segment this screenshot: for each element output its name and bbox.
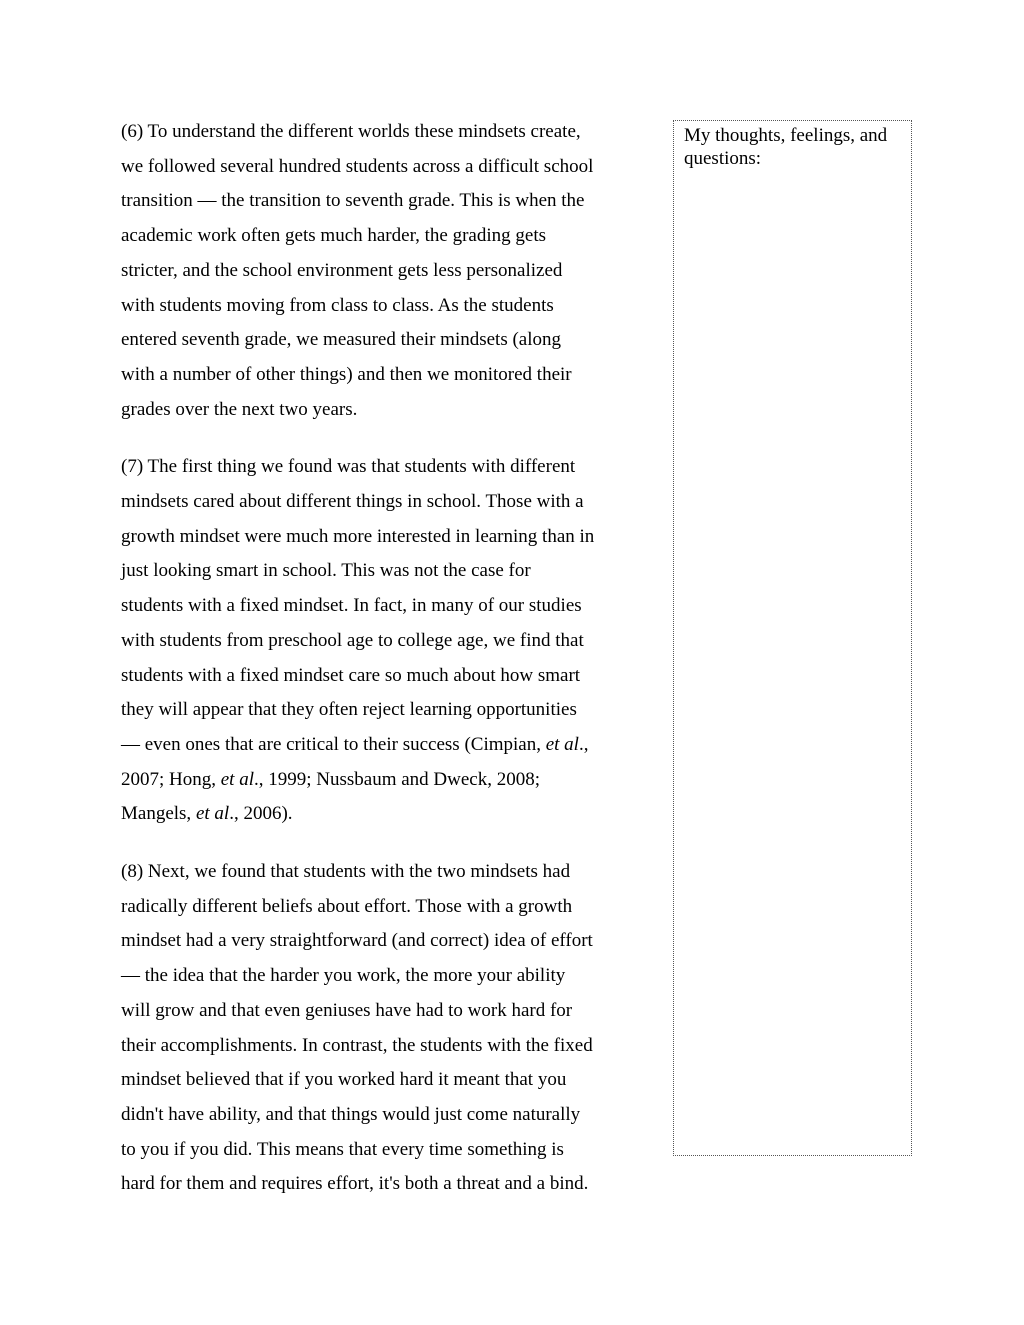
text-line bbox=[121, 485, 631, 520]
text-segment: transition — the transition to seventh grade. This is when the bbox=[121, 190, 585, 212]
text-line bbox=[121, 797, 631, 832]
text-line bbox=[121, 450, 631, 485]
italic-text: et al bbox=[220, 768, 254, 790]
text-line bbox=[121, 1167, 631, 1202]
thoughts-notes-box[interactable] bbox=[673, 120, 912, 1156]
text-segment: ., 2006). bbox=[229, 803, 293, 825]
text-segment: students with a fixed mindset. In fact, in many of our studies bbox=[121, 595, 582, 617]
text-line bbox=[121, 358, 631, 393]
text-segment: (8) Next, we found that students with the two mindsets had bbox=[121, 861, 571, 883]
text-line bbox=[121, 393, 631, 428]
text-line bbox=[121, 150, 631, 185]
text-segment: hard for them and requires effort, it's both a threat and a bind. bbox=[121, 1173, 589, 1195]
text-segment: with students from preschool age to college age, we find that bbox=[121, 629, 584, 651]
text-line bbox=[121, 728, 631, 763]
text-segment: their accomplishments. In contrast, the students with the fixed bbox=[121, 1034, 593, 1056]
text-line bbox=[121, 693, 631, 728]
text-segment: will grow and that even geniuses have had to work hard for bbox=[121, 999, 573, 1021]
text-line bbox=[121, 184, 631, 219]
text-line bbox=[121, 924, 631, 959]
text-line bbox=[121, 115, 631, 150]
text-line bbox=[121, 1029, 631, 1064]
text-segment: mindsets cared about different things in school. Those with a bbox=[121, 491, 584, 513]
paragraph-6 bbox=[121, 115, 631, 427]
text-segment: mindset believed that if you worked hard it meant that you bbox=[121, 1069, 567, 1091]
text-segment: (7) The first thing we found was that students with different bbox=[121, 456, 576, 478]
text-line bbox=[121, 1133, 631, 1168]
text-line bbox=[121, 624, 631, 659]
text-segment: ., bbox=[578, 733, 589, 755]
text-line bbox=[121, 219, 631, 254]
thoughts-notes-label: My thoughts, feelings, and questions: bbox=[684, 125, 888, 169]
text-line bbox=[121, 855, 631, 890]
text-segment: ., 1999; Nussbaum and Dweck, 2008; bbox=[254, 768, 541, 790]
text-segment: radically different beliefs about effort. Those with a growth bbox=[121, 895, 573, 917]
text-segment: with a number of other things) and then we monitored their bbox=[121, 363, 572, 385]
text-line bbox=[121, 763, 631, 798]
text-line bbox=[121, 554, 631, 589]
text-segment: 2007; Hong, bbox=[121, 768, 221, 790]
text-segment: just looking smart in school. This was not the case for bbox=[121, 560, 531, 582]
text-segment: — even ones that are critical to their success (Cimpian, bbox=[121, 733, 546, 755]
text-line bbox=[121, 254, 631, 289]
text-line bbox=[121, 890, 631, 925]
text-segment: entered seventh grade, we measured their mindsets (along bbox=[121, 329, 562, 351]
text-line bbox=[121, 1098, 631, 1133]
text-segment: to you if you did. This means that every time something is bbox=[121, 1138, 564, 1160]
text-line bbox=[121, 520, 631, 555]
italic-text: et al bbox=[195, 803, 230, 825]
article-text bbox=[121, 115, 631, 1225]
text-segment: — the idea that the harder you work, the more your ability bbox=[121, 965, 566, 987]
italic-text: et al bbox=[545, 733, 579, 755]
text-segment: they will appear that they often reject learning opportunities bbox=[121, 699, 577, 721]
text-segment: grades over the next two years. bbox=[121, 398, 358, 420]
text-segment: (6) To understand the different worlds these mindsets create, bbox=[121, 121, 581, 142]
text-segment: we followed several hundred students across a difficult school bbox=[121, 155, 594, 177]
text-line bbox=[121, 959, 631, 994]
text-segment: students with a fixed mindset care so much about how smart bbox=[121, 664, 581, 686]
text-line bbox=[121, 1063, 631, 1098]
text-segment: growth mindset were much more interested in learning than in bbox=[121, 525, 595, 547]
text-line bbox=[121, 289, 631, 324]
paragraph-7 bbox=[121, 450, 631, 832]
text-segment: mindset had a very straightforward (and correct) idea of effort bbox=[121, 930, 593, 952]
text-line bbox=[121, 589, 631, 624]
text-segment: Mangels, bbox=[121, 803, 196, 825]
text-segment: with students moving from class to class. As the students bbox=[121, 294, 554, 316]
text-line bbox=[121, 323, 631, 358]
text-segment: stricter, and the school environment gets less personalized bbox=[121, 259, 563, 281]
paragraph-8 bbox=[121, 855, 631, 1202]
text-line bbox=[121, 659, 631, 694]
text-line bbox=[121, 994, 631, 1029]
text-segment: academic work often gets much harder, the grading gets bbox=[121, 225, 546, 247]
text-segment: didn't have ability, and that things would just come naturally bbox=[121, 1103, 581, 1125]
